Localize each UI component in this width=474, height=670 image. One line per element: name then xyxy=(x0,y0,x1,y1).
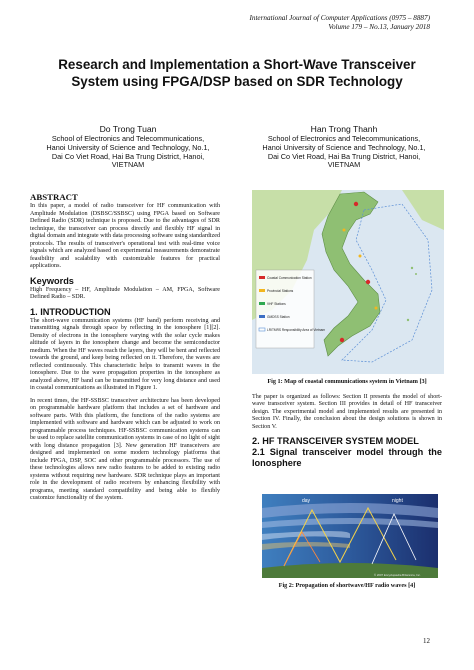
map-station-marker xyxy=(359,255,362,258)
author-1-line: Dai Co Viet Road, Hai Ba Trung District, Hanoi, xyxy=(51,151,205,161)
map-station-marker xyxy=(375,307,378,310)
abstract-heading: ABSTRACT xyxy=(30,192,78,202)
author-2-line: Hanoi University of Science and Technology, No.1, xyxy=(262,142,426,152)
legend-item: GMDSS Station xyxy=(267,315,290,319)
legend-swatch xyxy=(259,302,265,305)
legend-item: LRITMRS Responsibility Area of Vietnam xyxy=(267,328,326,332)
running-header xyxy=(200,14,430,32)
journal-volume: Volume 179 – No.13, January 2018 xyxy=(328,23,430,31)
figure-2-caption: Fig 2: Propagation of shortwave/HF radio waves [4] xyxy=(278,582,416,589)
author-1-line: VIETNAM xyxy=(111,160,145,170)
map-island xyxy=(415,273,417,275)
map-island xyxy=(407,319,409,321)
day-label: day xyxy=(302,498,311,504)
legend-item: VHF Stations xyxy=(267,302,286,306)
title-line-2: System using FPGA/DSP based on SDR Technology xyxy=(71,74,403,89)
map-station-marker xyxy=(343,229,346,232)
section-2-heading: 2. HF TRANSCEIVER SYSTEM MODEL xyxy=(252,436,419,447)
author-2 xyxy=(252,124,436,170)
author-1 xyxy=(36,124,220,170)
organization-paragraph: The paper is organized as follows: Section II presents the model of short-wave transceiver system. Section III provides in detail of HF transceiver design. The experimental model and implemented results are presented in Section IV. Finally, the conclusion about the design solutions is shown in Section V. xyxy=(252,393,442,430)
title-line-1: Research and Implementation a Short-Wave Transceiver xyxy=(58,57,416,72)
propagation-graphic xyxy=(262,494,438,578)
journal-name: International Journal of Computer Applications (0975 – 8887) xyxy=(249,14,430,22)
legend-swatch xyxy=(259,276,265,279)
author-1-line: School of Electronics and Telecommunications, xyxy=(51,134,205,143)
right-column xyxy=(252,378,442,469)
author-1-line: Hanoi University of Science and Technology, No.1, xyxy=(46,142,210,152)
keywords-heading: Keywords xyxy=(30,275,74,286)
figure-1-map xyxy=(252,190,444,374)
author-2-line: School of Electronics and Telecommunications, xyxy=(267,134,421,143)
legend-item: Coastal Communication Station xyxy=(267,276,312,280)
legend-swatch xyxy=(259,289,265,292)
keywords-text: High Frequency – HF, Amplitude Modulation – AM, FPGA, Software Defined Radio – SDR. xyxy=(30,286,220,300)
page-number: 12 xyxy=(423,637,430,645)
figure-copyright: © 2007 Encyclopædia Britannica, Inc. xyxy=(374,573,421,577)
author-2-line: Dai Co Viet Road, Hai Ba Trung District, Hanoi, xyxy=(267,151,421,161)
author-2-name: Han Trong Thanh xyxy=(310,124,378,134)
abstract-text: In this paper, a model of radio transceiver for HF communication with Amplitude Modulation (DSBSC/SSBSC) using FPGA based on Software Defined Radio (SDR) technique is proposed. Due to the advantages of SDR technique, the transceiver can process directly and flexibly HF signal in digital domain and integrate with data processing software using standardized protocols. The results of transceiver's operational test with real-time voice signals which are analyzed based on experimental measurements demonstrate feasibility and scalability with customizable features for practical applications. xyxy=(30,203,220,269)
intro-paragraph-1: The short-wave communication systems (HF band) perform receiving and transmitting signals through space by reflecting in the ionosphere [1][2]. Density of electrons in the ionosphere varying with the solar cycle makes altitude of layers in the ionosphere change and become the semiconductor medium. When the HF waves reach the layers, they will be bent and reflected towards the ground, and keep being reflected on it. Therefore, the waves are reflected continuously. This characteristic helps to transmit waves in the ionosphere. Due to the wave propagation properties in the ionosphere as analyzed above, HF band can be transmitted for very long distance and used in coastal communications as illustrated in Figure 1. xyxy=(30,317,220,391)
night-label: night xyxy=(392,498,403,504)
map-station-marker xyxy=(340,338,344,342)
intro-paragraph-2: In recent times, the HF-SSBSC transceiver architecture has been developed on programmable hardware platform that includes a set of hardware and software parts. With this platform, the functions of the radio systems are implemented with software and hardware which can be adjusted to work on programmable process techniques. HF-SSBSC communication systems can be used to replace satellite communication systems in case of no light of sight with long distance propagation [3]. New generation HF transceivers are designed and implemented on some modern technology platforms that include FPGA, DSP, SOC and other programmable processors. The use of these technologies allows new radio features to be added to existing radio systems without requiring new hardware. SDR technique plays an important role in the development of radio receivers by enhancing flexibility with programs, meeting standard compatibility and being able to flexibly customize functionality of the system. xyxy=(30,397,220,501)
author-1-name: Do Trong Tuan xyxy=(99,124,157,134)
vietnam-map-graphic xyxy=(252,190,444,374)
legend-swatch xyxy=(259,315,265,318)
section-2-1-heading: 2.1 Signal transceiver model through the Ionosphere xyxy=(252,447,442,469)
legend-item: Provincial Stations xyxy=(267,289,294,293)
map-island xyxy=(411,267,413,269)
paper-title xyxy=(30,56,444,90)
map-station-marker xyxy=(366,280,370,284)
map-station-marker xyxy=(354,202,358,206)
author-2-line: VIETNAM xyxy=(327,160,361,170)
map-legend xyxy=(256,270,314,348)
introduction-heading: 1. INTRODUCTION xyxy=(30,306,111,317)
figure-2-propagation xyxy=(262,494,438,578)
figure-1-caption: Fig 1: Map of coastal communications system in Vietnam [3] xyxy=(267,378,427,385)
left-column xyxy=(30,192,220,508)
